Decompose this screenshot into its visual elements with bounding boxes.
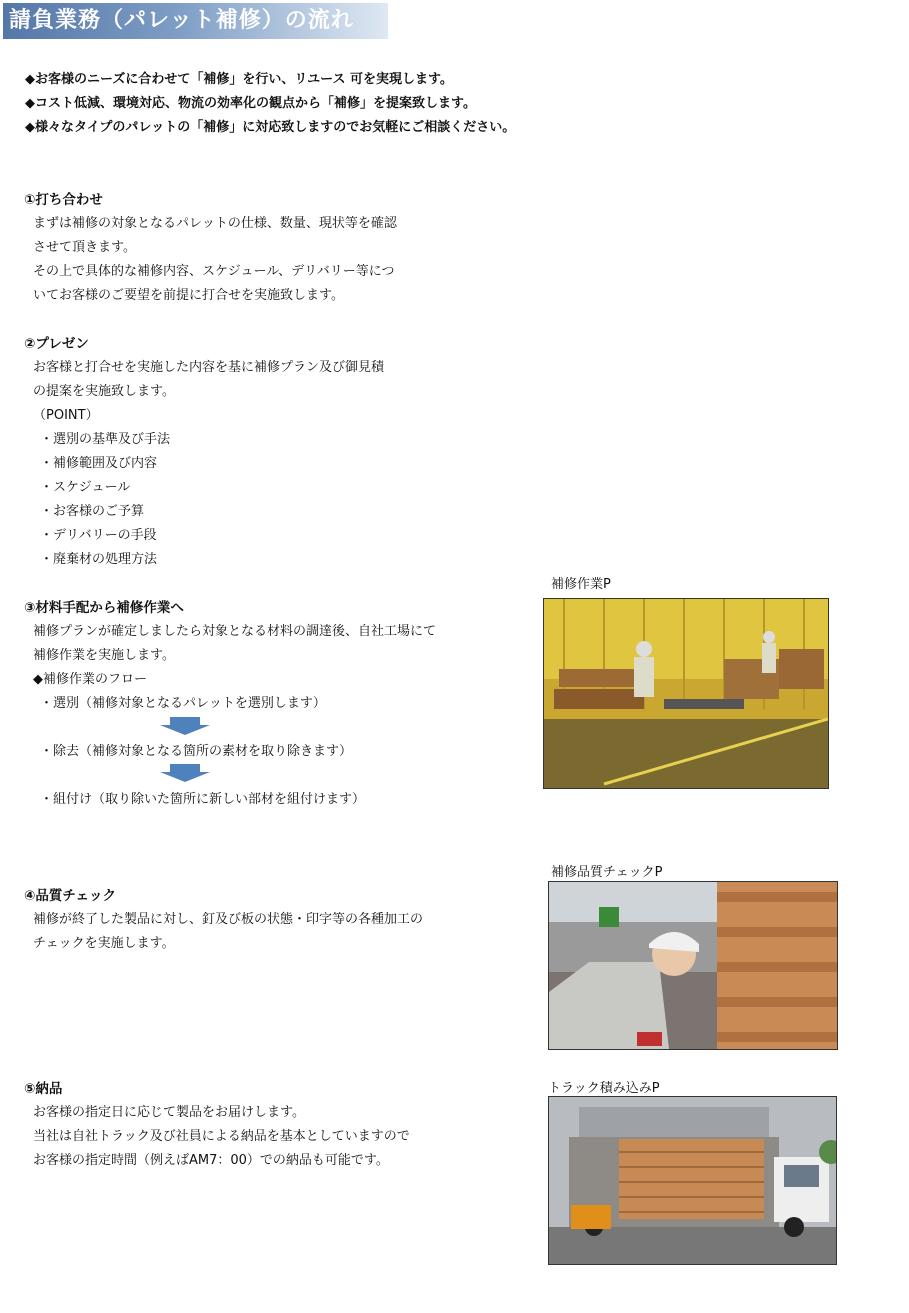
section-3-text: 補修プランが確定しましたら対象となる材料の調達後、自社工場にて	[33, 624, 437, 639]
point-item: ・デリバリーの手段	[40, 528, 157, 543]
photo-caption-truck: トラック積み込みP	[548, 1081, 660, 1096]
section-1-text: まずは補修の対象となるパレットの仕様、数量、現状等を確認	[33, 216, 397, 231]
section-5-heading: ⑤納品	[24, 1081, 63, 1097]
section-1-text: させて頂きます。	[33, 240, 136, 255]
section-4-heading: ④品質チェック	[24, 888, 117, 904]
section-1-heading: ①打ち合わせ	[24, 192, 103, 208]
intro-line-1: ◆お客様のニーズに合わせて「補修」を行い、リユース 可を実現します。	[25, 72, 453, 87]
section-3-heading: ③材料手配から補修作業へ	[24, 600, 184, 616]
flow-title: ◆補修作業のフロー	[33, 672, 147, 687]
section-2-point-label: （POINT）	[33, 408, 99, 423]
section-5-text: お客様の指定時間（例えばAM7：00）での納品も可能です。	[33, 1153, 389, 1168]
point-item: ・補修範囲及び内容	[40, 456, 158, 471]
repair-work-photo	[543, 598, 829, 789]
point-item: ・お客様のご予算	[40, 504, 145, 519]
section-5-text: お客様の指定日に応じて製品をお届けします。	[33, 1105, 305, 1120]
quality-check-photo	[548, 881, 838, 1050]
point-item: ・スケジュール	[40, 480, 131, 495]
flow-step-select: ・選別（補修対象となるパレットを選別します）	[40, 696, 326, 711]
photo-caption-quality: 補修品質チェックP	[551, 865, 663, 880]
intro-line-2: ◆コスト低減、環境対応、物流の効率化の観点から「補修」を提案致します。	[25, 96, 476, 111]
section-2-text: お客様と打合せを実施した内容を基に補修プラン及び御見積	[33, 360, 385, 375]
section-4-text: チェックを実施します。	[33, 936, 175, 951]
flow-step-assemble: ・組付け（取り除いた箇所に新しい部材を組付けます）	[40, 792, 366, 807]
point-item: ・廃棄材の処理方法	[40, 552, 158, 567]
section-1-text: いてお客様のご要望を前提に打合せを実施致します。	[33, 288, 344, 303]
flow-down-arrow-icon	[160, 764, 210, 782]
truck-loading-photo	[548, 1096, 837, 1265]
section-2-text: の提案を実施致します。	[33, 384, 175, 399]
page-title: 請負業務（パレット補修）の流れ	[3, 3, 388, 39]
section-3-text: 補修作業を実施します。	[33, 648, 175, 663]
flow-step-remove: ・除去（補修対象となる箇所の素材を取り除きます）	[40, 744, 353, 759]
point-item: ・選別の基準及び手法	[40, 432, 171, 447]
intro-line-3: ◆様々なタイプのパレットの「補修」に対応致しますのでお気軽にご相談ください。	[25, 120, 516, 135]
section-5-text: 当社は自社トラック及び社員による納品を基本としていますので	[33, 1129, 410, 1144]
photo-caption-repair: 補修作業P	[551, 577, 611, 592]
section-2-heading: ②プレゼン	[24, 336, 89, 352]
section-1-text: その上で具体的な補修内容、スケジュール、デリバリー等につ	[33, 264, 395, 279]
section-4-text: 補修が終了した製品に対し、釘及び板の状態・印字等の各種加工の	[33, 912, 424, 927]
flow-down-arrow-icon	[160, 717, 210, 735]
